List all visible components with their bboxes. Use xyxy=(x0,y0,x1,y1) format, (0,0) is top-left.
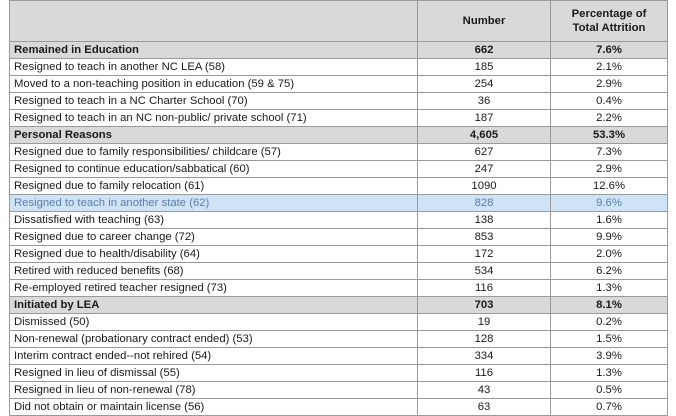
row-number: 138 xyxy=(418,212,551,229)
row-percent: 2.2% xyxy=(551,110,668,127)
row-percent: 1.3% xyxy=(551,280,668,297)
row-percent: 53.3% xyxy=(551,127,668,144)
table-row xyxy=(10,178,668,195)
row-number: 116 xyxy=(418,280,551,297)
row-label: Resigned to teach in another NC LEA (58) xyxy=(10,59,418,76)
row-label: Moved to a non-teaching position in education (59 & 75) xyxy=(10,76,418,93)
row-percent: 6.2% xyxy=(551,263,668,280)
row-number: 247 xyxy=(418,161,551,178)
row-label: Resigned due to health/disability (64) xyxy=(10,246,418,263)
row-number: 172 xyxy=(418,246,551,263)
number-header: Number xyxy=(418,1,551,42)
table-row xyxy=(10,314,668,331)
row-number: 187 xyxy=(418,110,551,127)
table-row xyxy=(10,399,668,416)
row-number: 1090 xyxy=(418,178,551,195)
row-percent: 0.7% xyxy=(551,399,668,416)
row-label: Non-renewal (probationary contract ended) (53) xyxy=(10,331,418,348)
row-label: Initiated by LEA xyxy=(10,297,418,314)
row-percent: 9.9% xyxy=(551,229,668,246)
row-number: 853 xyxy=(418,229,551,246)
row-number: 828 xyxy=(418,195,551,212)
row-number: 43 xyxy=(418,382,551,399)
row-label: Resigned in lieu of dismissal (55) xyxy=(10,365,418,382)
attrition-table xyxy=(9,0,668,416)
row-percent: 1.5% xyxy=(551,331,668,348)
table-row xyxy=(10,110,668,127)
row-label: Dissatisfied with teaching (63) xyxy=(10,212,418,229)
row-percent: 0.2% xyxy=(551,314,668,331)
row-percent: 2.1% xyxy=(551,59,668,76)
row-number: 63 xyxy=(418,399,551,416)
table-row xyxy=(10,161,668,178)
row-percent: 2.9% xyxy=(551,161,668,178)
row-label: Resigned due to family responsibilities/ childcare (57) xyxy=(10,144,418,161)
row-label: Resigned due to family relocation (61) xyxy=(10,178,418,195)
table-row xyxy=(10,263,668,280)
row-label: Resigned to teach in another state (62) xyxy=(10,195,418,212)
row-label: Personal Reasons xyxy=(10,127,418,144)
table-row xyxy=(10,348,668,365)
row-number: 4,605 xyxy=(418,127,551,144)
percentage-header-line1: Percentage of xyxy=(571,8,647,20)
row-percent: 12.6% xyxy=(551,178,668,195)
row-percent: 0.4% xyxy=(551,93,668,110)
category-header xyxy=(10,1,418,42)
row-label: Resigned to teach in a NC Charter School (70) xyxy=(10,93,418,110)
table-row xyxy=(10,246,668,263)
row-label: Did not obtain or maintain license (56) xyxy=(10,399,418,416)
table-row xyxy=(10,195,668,212)
table-row xyxy=(10,229,668,246)
row-number: 185 xyxy=(418,59,551,76)
row-percent: 3.9% xyxy=(551,348,668,365)
row-percent: 2.0% xyxy=(551,246,668,263)
row-percent: 2.9% xyxy=(551,76,668,93)
row-percent: 1.6% xyxy=(551,212,668,229)
row-number: 703 xyxy=(418,297,551,314)
table-header xyxy=(10,1,668,42)
row-label: Resigned to teach in an NC non-public/ private school (71) xyxy=(10,110,418,127)
row-percent: 7.6% xyxy=(551,42,668,59)
row-number: 534 xyxy=(418,263,551,280)
table-row xyxy=(10,365,668,382)
row-number: 662 xyxy=(418,42,551,59)
table-row xyxy=(10,212,668,229)
row-label: Resigned due to career change (72) xyxy=(10,229,418,246)
row-number: 128 xyxy=(418,331,551,348)
row-label: Interim contract ended--not rehired (54) xyxy=(10,348,418,365)
row-label: Resigned to continue education/sabbatical (60) xyxy=(10,161,418,178)
row-label: Resigned in lieu of non-renewal (78) xyxy=(10,382,418,399)
row-label: Re-employed retired teacher resigned (73) xyxy=(10,280,418,297)
percentage-header-line2: Total Attrition xyxy=(572,22,646,34)
row-number: 19 xyxy=(418,314,551,331)
table-row xyxy=(10,76,668,93)
row-label: Remained in Education xyxy=(10,42,418,59)
section-row xyxy=(10,42,668,59)
section-row xyxy=(10,297,668,314)
table-row xyxy=(10,93,668,110)
row-number: 254 xyxy=(418,76,551,93)
row-number: 36 xyxy=(418,93,551,110)
table-row xyxy=(10,144,668,161)
row-label: Dismissed (50) xyxy=(10,314,418,331)
table-body xyxy=(10,42,668,416)
table-row xyxy=(10,331,668,348)
row-number: 334 xyxy=(418,348,551,365)
header-row xyxy=(10,1,668,42)
row-percent: 7.3% xyxy=(551,144,668,161)
table-row xyxy=(10,59,668,76)
section-row xyxy=(10,127,668,144)
row-label: Retired with reduced benefits (68) xyxy=(10,263,418,280)
percentage-header xyxy=(551,1,668,42)
row-number: 116 xyxy=(418,365,551,382)
row-percent: 1.3% xyxy=(551,365,668,382)
row-number: 627 xyxy=(418,144,551,161)
table-row xyxy=(10,280,668,297)
row-percent: 9.6% xyxy=(551,195,668,212)
row-percent: 8.1% xyxy=(551,297,668,314)
row-percent: 0.5% xyxy=(551,382,668,399)
table-row xyxy=(10,382,668,399)
